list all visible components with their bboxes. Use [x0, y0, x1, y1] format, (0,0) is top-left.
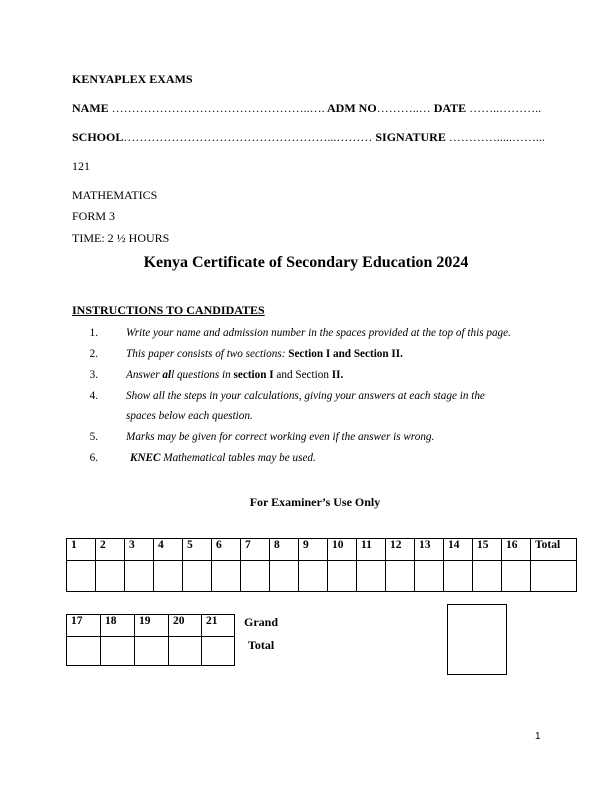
- score-cell[interactable]: [270, 561, 299, 592]
- question-number-cell: 18: [101, 615, 135, 637]
- question-number-cell: 9: [299, 539, 328, 561]
- question-number-cell: 12: [386, 539, 415, 561]
- total-header-cell: Total: [531, 539, 577, 561]
- total-score-cell[interactable]: [531, 561, 577, 592]
- score-cell[interactable]: [357, 561, 386, 592]
- instruction-number: 5.: [89, 431, 98, 443]
- score-cell[interactable]: [212, 561, 241, 592]
- subject: MATHEMATICS: [72, 188, 158, 202]
- question-number-cell: 15: [473, 539, 502, 561]
- question-number-cell: 14: [444, 539, 473, 561]
- question-number-cell: 6: [212, 539, 241, 561]
- instruction-text: Marks may be given for correct working even if the answer is wrong.: [126, 431, 435, 443]
- instruction-text: Write your name and admission number in the spaces provided at the top of this page.: [126, 327, 511, 339]
- adm-no-label: ADM NO: [327, 101, 377, 115]
- score-cell[interactable]: [183, 561, 212, 592]
- exam-organization: KENYAPLEX EXAMS: [72, 72, 193, 86]
- score-cell[interactable]: [125, 561, 154, 592]
- school-field[interactable]: ……………………………………………...………: [123, 130, 373, 144]
- score-cell[interactable]: [415, 561, 444, 592]
- instruction-number: 4.: [89, 390, 98, 402]
- question-number-cell: 2: [96, 539, 125, 561]
- time-allowed: TIME: 2 ½ HOURS: [72, 231, 170, 245]
- score-cell[interactable]: [502, 561, 531, 592]
- marks-header-row: [67, 539, 577, 561]
- grand-total-box[interactable]: [447, 604, 507, 675]
- name-field[interactable]: …………………………………………..….: [111, 101, 325, 115]
- question-number-cell: 5: [183, 539, 212, 561]
- paper-code: 121: [72, 159, 90, 173]
- score-cell[interactable]: [241, 561, 270, 592]
- marks-entry-row: [67, 637, 235, 666]
- score-cell[interactable]: [101, 637, 135, 666]
- question-number-cell: 3: [125, 539, 154, 561]
- question-number-cell: 17: [67, 615, 101, 637]
- instruction-text-continued: spaces below each question.: [126, 410, 253, 422]
- question-number-cell: 19: [135, 615, 169, 637]
- page-number: 1: [535, 731, 541, 742]
- instruction-text: KNEC Mathematical tables may be used.: [130, 452, 316, 464]
- marks-entry-row: [67, 561, 577, 592]
- score-cell[interactable]: [202, 637, 235, 666]
- exam-title: Kenya Certificate of Secondary Education 2024: [143, 254, 469, 271]
- marks-table-2: [66, 614, 235, 666]
- question-number-cell: 8: [270, 539, 299, 561]
- examiner-heading: For Examiner’s Use Only: [249, 495, 381, 509]
- instruction-number: 3.: [89, 369, 98, 381]
- question-number-cell: 1: [67, 539, 96, 561]
- question-number-cell: 20: [169, 615, 202, 637]
- question-number-cell: 11: [357, 539, 386, 561]
- score-cell[interactable]: [135, 637, 169, 666]
- name-label: NAME: [72, 101, 109, 115]
- marks-header-row: [67, 615, 235, 637]
- school-line: [72, 130, 545, 145]
- signature-field[interactable]: ………….....……...: [448, 130, 545, 144]
- form: FORM 3: [72, 209, 116, 223]
- instruction-text: This paper consists of two sections: Section I and Section II.: [126, 348, 403, 360]
- instruction-number: 6.: [89, 452, 98, 464]
- grand-total-label: Grand: [244, 615, 279, 629]
- instruction-number: 1.: [89, 327, 98, 339]
- score-cell[interactable]: [96, 561, 125, 592]
- score-cell[interactable]: [473, 561, 502, 592]
- signature-label: SIGNATURE: [375, 130, 446, 144]
- question-number-cell: 4: [154, 539, 183, 561]
- date-label: DATE: [433, 101, 467, 115]
- score-cell[interactable]: [154, 561, 183, 592]
- question-number-cell: 16: [502, 539, 531, 561]
- instruction-number: 2.: [89, 348, 98, 360]
- question-number-cell: 10: [328, 539, 357, 561]
- name-line: [72, 101, 541, 116]
- grand-total-label-continued: Total: [248, 638, 275, 652]
- question-number-cell: 21: [202, 615, 235, 637]
- school-label: SCHOOL: [72, 130, 124, 144]
- score-cell[interactable]: [67, 637, 101, 666]
- score-cell[interactable]: [67, 561, 96, 592]
- question-number-cell: 13: [415, 539, 444, 561]
- instructions-heading: INSTRUCTIONS TO CANDIDATES: [72, 303, 265, 317]
- date-field[interactable]: ……..………..: [469, 101, 542, 115]
- score-cell[interactable]: [444, 561, 473, 592]
- adm-no-field[interactable]: ………..…: [376, 101, 431, 115]
- score-cell[interactable]: [328, 561, 357, 592]
- instruction-text: Answer all questions in section I and Section II.: [126, 369, 344, 381]
- instruction-text: Show all the steps in your calculations, giving your answers at each stage in the: [126, 390, 485, 402]
- question-number-cell: 7: [241, 539, 270, 561]
- score-cell[interactable]: [386, 561, 415, 592]
- score-cell[interactable]: [299, 561, 328, 592]
- marks-table-1: [66, 538, 577, 592]
- score-cell[interactable]: [169, 637, 202, 666]
